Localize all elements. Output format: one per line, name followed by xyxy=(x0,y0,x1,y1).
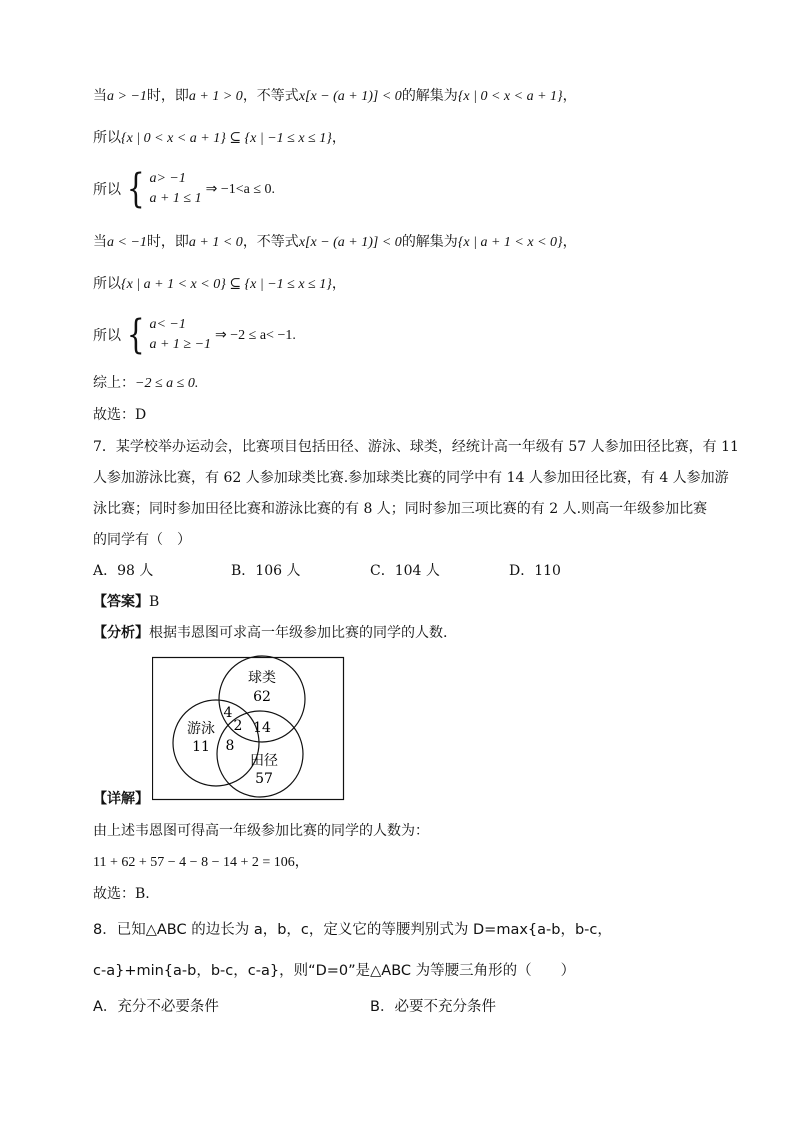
subset2-line xyxy=(93,274,346,295)
q7-line1: 7．某学校举办运动会，比赛项目包括田径、游泳、球类，经统计高一年级有 57 人参加田径比赛，有 11 xyxy=(93,439,739,455)
case2-mid2: ，不等式 xyxy=(242,234,299,250)
case2-mid: 时，即 xyxy=(146,234,189,250)
case1-line xyxy=(93,86,577,107)
case1-solution-set: {x | 0 < x < a + 1} xyxy=(457,89,563,104)
venn-swim-value: 11 xyxy=(192,739,210,755)
case2-prefix: 当 xyxy=(93,234,107,250)
venn-diagram xyxy=(152,654,352,804)
venn-ball-track-value: 14 xyxy=(253,720,271,736)
q7-answer xyxy=(93,592,159,612)
case2-line xyxy=(93,232,577,253)
q7-option-c: C．104 人 xyxy=(370,563,440,579)
subset2-prefix: 所以 xyxy=(93,276,121,292)
venn-track-label: 田径 xyxy=(250,753,278,769)
system1-row1: a> −1 xyxy=(149,171,186,186)
case1-mid: 时，即 xyxy=(146,88,189,104)
case1-mid3: 的解集为 xyxy=(401,88,458,104)
q7-line4: 的同学有（ ） xyxy=(93,532,191,548)
q7-line2: 人参加游泳比赛，有 62 人参加球类比赛.参加球类比赛的同学中有 14 人参加田径比赛，有 4 人参加游 xyxy=(93,470,729,486)
q8-line1: 8．已知△ABC 的边长为 a，b，c，定义它的等腰判别式为 D=max{a-b，b-c， xyxy=(93,922,612,938)
system1-prefix: 所以 xyxy=(93,182,121,198)
case1-end: ， xyxy=(562,88,577,104)
case2-condition: a < −1 xyxy=(107,235,147,250)
case1-condition: a > −1 xyxy=(107,89,147,104)
q7-calc-line xyxy=(93,852,309,873)
venn-swim-track-value: 8 xyxy=(225,738,235,754)
analysis-tag: 【分析】 xyxy=(93,625,149,641)
subset1-prefix: 所以 xyxy=(93,130,121,146)
q7-analysis xyxy=(93,623,447,643)
venn-ball-label: 球类 xyxy=(248,670,276,686)
subset1-expression: {x | 0 < x < a + 1} ⊆ {x | −1 ≤ x ≤ 1} xyxy=(121,131,332,146)
system2-prefix: 所以 xyxy=(93,328,121,344)
system2 xyxy=(93,312,296,358)
q8-line2: c-a}+min{a-b，b-c，c-a}，则“D=0”是△ABC 为等腰三角形的（ ） xyxy=(93,963,576,979)
case1-mid2: ，不等式 xyxy=(242,88,299,104)
venn-track-value: 57 xyxy=(255,771,273,787)
case2-mid3: 的解集为 xyxy=(401,234,458,250)
summary-expression: −2 ≤ a ≤ 0. xyxy=(135,376,199,391)
venn-ball-value: 62 xyxy=(253,689,271,705)
system2-result: ⇒ −2 ≤ a< −1. xyxy=(215,327,296,343)
q7-detail-tag xyxy=(93,789,149,809)
subset1-end: ， xyxy=(331,130,346,146)
system1-result: ⇒ −1<a ≤ 0. xyxy=(205,181,276,197)
case2-solution-set: {x | a + 1 < x < 0} xyxy=(457,235,563,250)
q7-line3: 泳比赛；同时参加田径比赛和游泳比赛的有 8 人；同时参加三项比赛的有 2 人.则高一年级参加比赛 xyxy=(93,501,708,517)
system2-row2: a + 1 ≥ −1 xyxy=(149,337,212,352)
case1-prefix: 当 xyxy=(93,88,107,104)
system1-brace: { xyxy=(126,166,145,212)
q8-option-a: A．充分不必要条件 xyxy=(93,999,219,1015)
case1-condition2: a + 1 > 0 xyxy=(188,89,243,104)
analysis-text: 根据韦恩图可求高一年级参加比赛的同学的人数. xyxy=(149,625,448,641)
sol6-choice: 故选：D xyxy=(93,407,147,423)
q7-calculation: 11 + 62 + 57 − 4 − 8 − 14 + 2 = 106 xyxy=(93,855,295,870)
case2-end: ， xyxy=(562,234,577,250)
q7-choice: 故选：B. xyxy=(93,886,150,902)
subset2-end: ， xyxy=(331,276,346,292)
q7-option-b: B．106 人 xyxy=(231,563,301,579)
q8-option-b: B．必要不充分条件 xyxy=(370,999,496,1015)
q7-calc-end: ， xyxy=(294,854,309,870)
venn-all-three-value: 2 xyxy=(233,718,243,734)
system2-brace: { xyxy=(126,312,145,358)
detail-tag: 【详解】 xyxy=(93,791,149,807)
q7-option-d: D．110 xyxy=(509,563,561,579)
answer-tag: 【答案】 xyxy=(93,594,149,610)
venn-swim-label: 游泳 xyxy=(187,721,215,737)
subset1-line xyxy=(93,128,346,149)
summary-line xyxy=(93,373,198,394)
answer-value: B xyxy=(149,594,160,610)
case2-condition2: a + 1 < 0 xyxy=(188,235,243,250)
system1-row2: a + 1 ≤ 1 xyxy=(149,191,202,206)
summary-prefix: 综上： xyxy=(93,375,135,391)
case2-inequality: x[x − (a + 1)] < 0 xyxy=(298,235,402,250)
system2-row1: a< −1 xyxy=(149,317,186,332)
venn-ball-swim-value: 4 xyxy=(223,705,233,721)
system1 xyxy=(93,166,276,212)
q7-option-a: A．98 人 xyxy=(93,563,154,579)
q7-detail-line: 由上述韦恩图可得高一年级参加比赛的同学的人数为： xyxy=(93,823,429,839)
subset2-expression: {x | a + 1 < x < 0} ⊆ {x | −1 ≤ x ≤ 1} xyxy=(121,277,332,292)
case1-inequality: x[x − (a + 1)] < 0 xyxy=(298,89,402,104)
